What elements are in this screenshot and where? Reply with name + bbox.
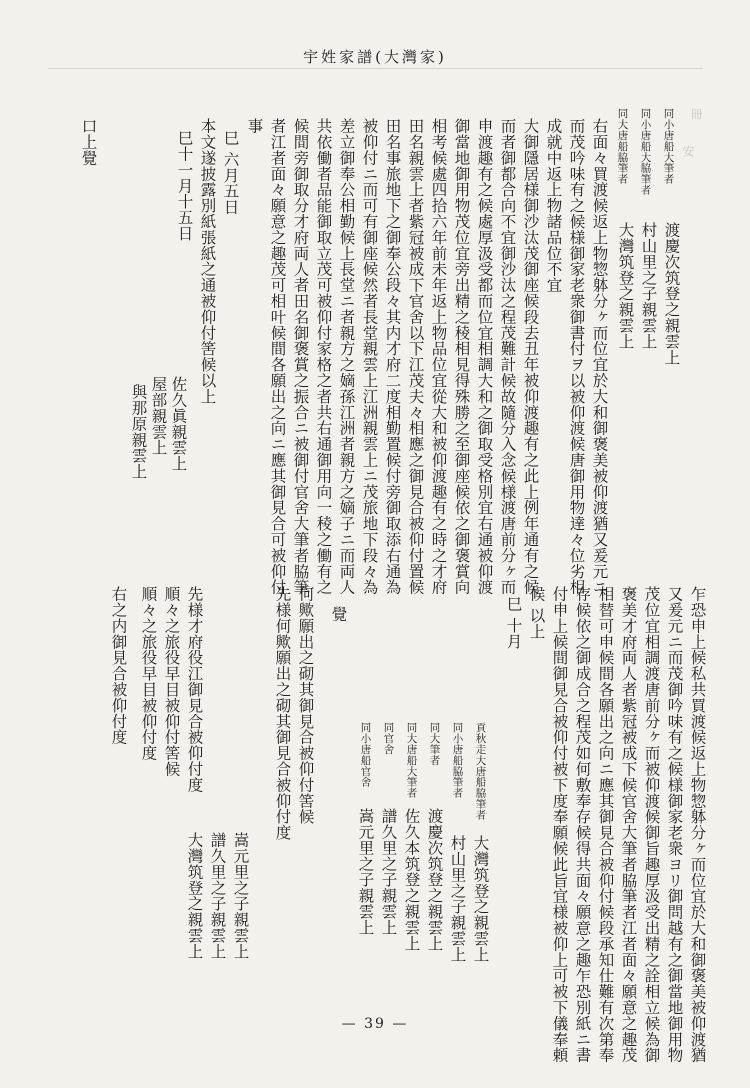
body-line: 右之内御見合被仰付度 [109, 586, 128, 745]
body-line: 又爰元ニ而茂御吟味有之候様御家老衆ヨリ御問越有之御當地御用物 [665, 586, 684, 1063]
body-line: 順々之旅役早目被仰付度 [139, 586, 158, 761]
body-line: 田名親雲上者紫冠被成下官舍以下江茂夫々相應之御見合被仰付置候 [406, 118, 425, 595]
body-line: 何歟願出之砌其御見合被仰付筈候 [296, 586, 315, 825]
signatory-name: 嵩元里之子親雲上 [231, 832, 250, 960]
signatory-name: 屋部親雲上 [149, 376, 168, 456]
body-line: 田名事旅地下之御奉公段々其内才府二度相勤置候付旁御取添右通為 [383, 118, 402, 595]
body-line: 而者御都合向不宜御沙汰之程茂難計候故隨分入念候様渡唐前分ヶ而 [498, 118, 517, 595]
official-name: 譜久里之子親雲上 [379, 808, 398, 936]
body-line: 褒美才府両人者紫冠被成下候官舍大筆者脇筆者江者面々願意之趣茂 [619, 586, 638, 1063]
page-number: — 39 — [341, 1016, 409, 1032]
official-title: 貢秋走大唐船脇筆者 [474, 722, 487, 821]
official-name: 村山里之子親雲上 [448, 835, 467, 963]
body-line: 順々之旅役早目被仰付筈候 [162, 586, 181, 777]
section-heading-oboe: 覺 [329, 606, 348, 622]
body-line: 共依働者品能御取立茂可被仰付家格之者共右通御用向一稜之働有之 [314, 118, 333, 595]
official-name: 嵩元里之子親雲上 [356, 808, 375, 936]
body-line: 先様才府役江御見合被仰付度 [185, 586, 204, 793]
body-line: 候 以上 [527, 586, 546, 640]
faint-mark: 安 [681, 145, 695, 158]
official-title: 同官舍 [382, 722, 395, 755]
official-name: 村山里之子親雲上 [639, 222, 658, 350]
faint-mark: 冊 [689, 108, 703, 121]
body-line: 被仰付ニ而可有御座候然者長堂親雲上江洲親雲上ニ茂旅地下段々為 [360, 118, 379, 595]
date-line: 巳十一月十五日 [175, 130, 194, 242]
body-line: 大御隱居様御沙汰茂御座候段去丑年被仰渡趣有之此上例年通有之候 [521, 118, 540, 595]
official-title: 同小唐船大脇筆者 [639, 108, 652, 196]
body-line: 乍恐申上候私共買渡候返上物惣躰分ヶ而位宜於大和御褒美被仰渡猶 [688, 586, 707, 1063]
official-title: 同大筆者 [428, 722, 441, 766]
body-line: 相替可申候間各願出之向ニ應其御見合被仰付候段承知仕難有次第奉 [596, 586, 615, 1063]
body-line: 御當地御用物茂位宜旁出精之稜相見得殊勝之至御座候依之御褒賞向 [452, 118, 471, 595]
body-line: 申渡趣有之候處厚汲受都而位宜相調大和之御取受格別宜右通被仰渡 [475, 118, 494, 595]
body-line: 事 [245, 118, 264, 134]
official-title: 同小唐船脇筆者 [451, 722, 464, 799]
approval-note: 本文遂披露別紙張紙之通被仰付筈候以上 [198, 118, 217, 405]
date-line: 巳 六月五日 [221, 130, 240, 215]
header-rule [48, 68, 703, 69]
body-line: 而茂吟味有之候様御家老衆御書付ヲ以被仰渡候唐御用物達々位劣相 [567, 118, 586, 595]
signatory-name: 與那原親雲上 [129, 384, 148, 480]
signatory-name: 大灣筑登之親雲上 [185, 832, 204, 960]
signatory-name: 譜久里之子親雲上 [208, 832, 227, 960]
official-title: 同大唐船大筆者 [405, 722, 418, 799]
body-line: 差立御奉公相勤候上長堂ニ者親方之嫡孫江洲者親方之嫡子ニ而両人 [337, 118, 356, 595]
official-name: 佐久本筑登之親雲上 [402, 808, 421, 952]
body-line: 右面々買渡候返上物惣躰分ヶ而位宜於大和御褒美被仰渡猶又爰元ニ [590, 118, 609, 595]
official-title: 同小唐船大筆者 [662, 108, 675, 185]
official-title: 同小唐船官舍 [359, 722, 372, 788]
official-name: 渡慶次筑登之親雲上 [425, 808, 444, 952]
official-name: 渡慶次筑登之親雲上 [662, 222, 681, 366]
body-line: 茂位宜相調渡唐前分ヶ而被仰渡候御旨趣厚汲受出精之詮相立候為御 [642, 586, 661, 1063]
body-line: 先様何歟願出之砌其御見合被仰付度 [273, 586, 292, 841]
body-line: 存候依之御成合之程茂如何敷奉存候得共面々願意之趣乍恐別紙ニ書 [573, 586, 592, 1063]
body-line: 付申上候間御見合被仰付被下度奉願候此旨宜様被仰上可被下儀奉頼 [550, 586, 569, 1063]
signatory-name: 佐久眞親雲上 [169, 376, 188, 472]
body-line: 候間旁御取分才府両人者田名御褒賞之振合ニ被御付官舍大筆者脇筆 [291, 118, 310, 595]
running-header: 宇姓家譜(大灣家) [303, 48, 447, 66]
section-heading-kuchigami: 口上覺 [79, 118, 98, 166]
official-name: 大灣筑登之親雲上 [616, 222, 635, 350]
official-title: 同大唐船脇筆者 [616, 108, 629, 185]
date-line: 巳 十月 [504, 596, 523, 650]
official-name: 大灣筑登之親雲上 [471, 835, 490, 963]
body-line: 成就中返上物諸品位不宜 [544, 118, 563, 293]
body-line: 者江者面々願意之趣茂可相叶候間各願出之向ニ應其御見合可被仰付 [268, 118, 287, 595]
body-line: 相考候處四拾六年前未年返上物品位宜從大和被仰渡趣有之時之才府 [429, 118, 448, 595]
